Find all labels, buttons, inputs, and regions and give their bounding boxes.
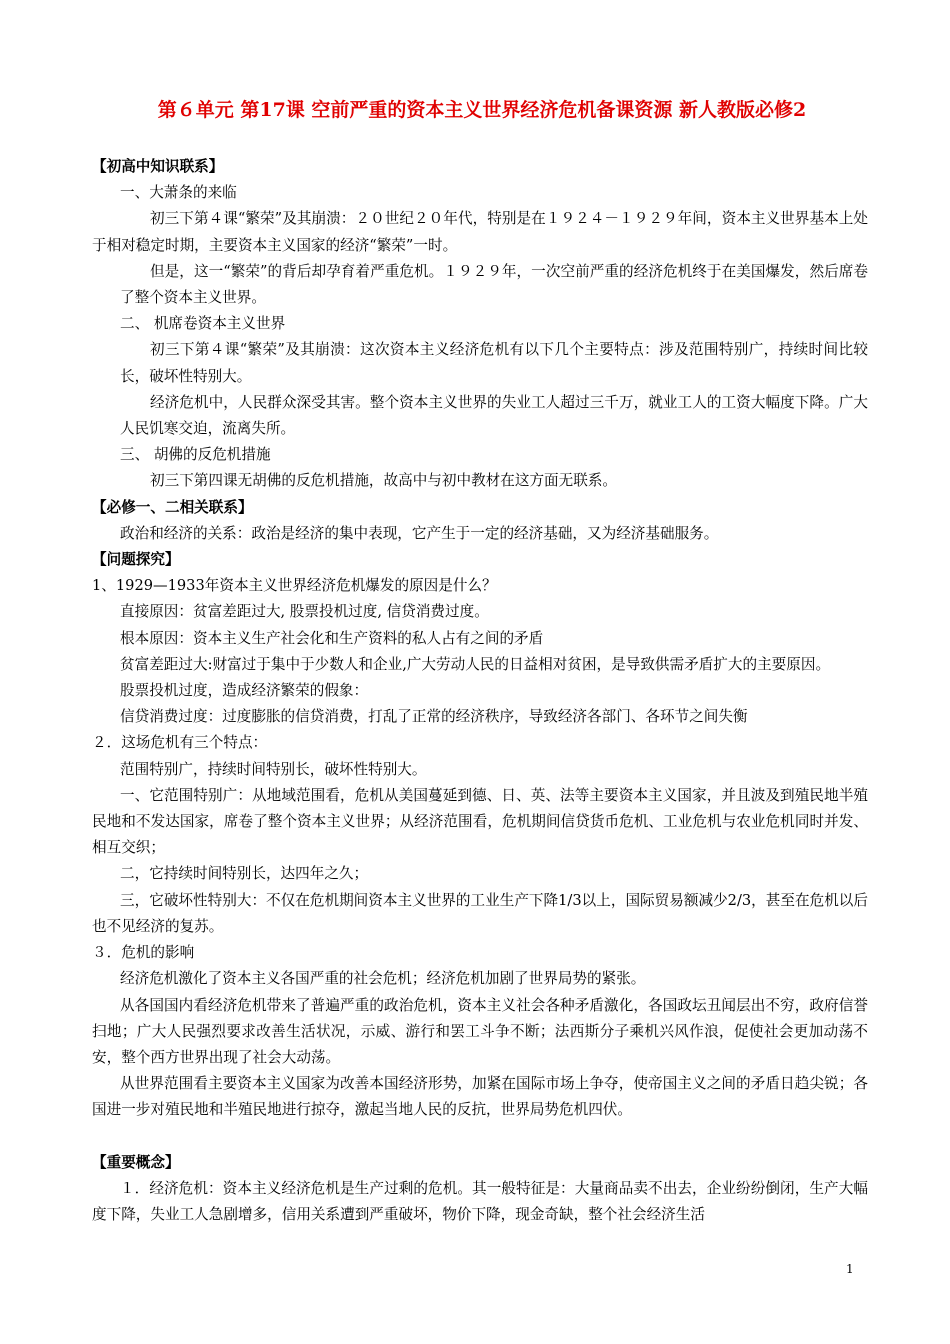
paragraph: 根本原因：资本主义生产社会化和生产资料的私人占有之间的矛盾: [120, 629, 544, 647]
paragraph: 初三下第四课无胡佛的反危机措施，故高中与初中教材在这方面无联系。: [150, 472, 618, 490]
paragraph: 从世界范围看主要资本主义国家为改善本国经济形势，加紧在国际市场上争夺，使帝国主义之间的矛盾日趋尖锐；各国进一步对殖民地和半殖民地进行掠夺，激起当地人民的反抗，世界局势危机四伏。: [92, 1075, 868, 1119]
question: 1、1929—1933年资本主义世界经济危机爆发的原因是什么？: [92, 577, 497, 595]
section-heading: 【必修一、二相关联系】: [92, 498, 253, 516]
question: ３．危机的影响: [92, 944, 195, 962]
paragraph: 从各国国内看经济危机带来了普遍严重的政治危机，资本主义社会各种矛盾激化，各国政坛丑闻层出不穷，政府信誉扫地；广大人民强烈要求改善生活状况，示威、游行和罢工斗争不断；法西斯分子乘机兴风作浪，促使社会更加动荡不安，整个西方世界出现了社会大动荡。: [92, 996, 868, 1066]
subheading: 二、 机席卷资本主义世界: [120, 315, 286, 333]
paragraph: 三，它破坏性特别大：不仅在危机期间资本主义世界的工业生产下降1/3以上，国际贸易额减少2/3，甚至在危机以后也不见经济的复苏。: [92, 891, 868, 935]
paragraph: 一、它范围特别广：从地域范围看，危机从美国蔓延到德、日、英、法等主要资本主义国家，并且波及到殖民地半殖民地和不发达国家，席卷了整个资本主义世界；从经济范围看，危机期间信贷货币危机、工业危机与农业危机同时并发、相互交织；: [92, 786, 868, 857]
paragraph: 股票投机过度，造成经济繁荣的假象：: [120, 682, 369, 700]
page-title: 第６单元 第17课 空前严重的资本主义世界经济危机备课资源 新人教版必修2: [157, 99, 807, 121]
paragraph: 经济危机激化了资本主义各国严重的社会危机；经济危机加剧了世界局势的紧张。: [120, 970, 646, 988]
paragraph: 信贷消费过度：过度膨胀的信贷消费，打乱了正常的经济秩序，导致经济各部门、各环节之间失衡: [120, 708, 748, 726]
paragraph: 二，它持续时间特别长，达四年之久；: [120, 865, 369, 883]
section-heading: 【问题探究】: [92, 551, 180, 569]
spacer: [92, 1124, 868, 1150]
document-body: [92, 154, 868, 1228]
paragraph: 初三下第４课“繁荣”及其崩溃：２０世纪２０年代，特别是在１９２４－１９２９年间，资本主义世界基本上处于相对稳定时期，主要资本主义国家的经济“繁荣”一时。: [92, 210, 868, 254]
paragraph: 但是，这一“繁荣”的背后却孕育着严重危机。１９２９年，一次空前严重的经济危机终于在美国爆发，然后席卷了整个资本主义世界。: [120, 262, 868, 307]
section-heading: 【重要概念】: [92, 1153, 180, 1171]
paragraph: 经济危机中，人民群众深受其害。整个资本主义世界的失业工人超过三千万，就业工人的工资大幅度下降。广大人民饥寒交迫，流离失所。: [120, 393, 868, 438]
subheading: 三、 胡佛的反危机措施: [120, 446, 271, 464]
paragraph: １．经济危机：资本主义经济危机是生产过剩的危机。其一般特征是：大量商品卖不出去，企业纷纷倒闭，生产大幅度下降，失业工人急剧增多，信用关系遭到严重破坏，物价下降，现金奇缺，整个社会经济生活: [92, 1179, 868, 1223]
page-number: 1: [846, 1262, 854, 1276]
paragraph: 范围特别广，持续时间特别长，破坏性特别大。: [120, 760, 427, 778]
paragraph: 贫富差距过大:财富过于集中于少数人和企业,广大劳动人民的日益相对贫困，是导致供需矛盾扩大的主要原因。: [120, 655, 831, 673]
paragraph: 直接原因：贫富差距过大, 股票投机过度, 信贷消费过度。: [120, 603, 489, 621]
question: ２．这场危机有三个特点：: [92, 734, 268, 752]
subheading: 一、大萧条的来临: [120, 184, 237, 202]
paragraph: 政治和经济的关系：政治是经济的集中表现，它产生于一定的经济基础，又为经济基础服务。: [120, 524, 719, 542]
paragraph: 初三下第４课“繁荣”及其崩溃：这次资本主义经济危机有以下几个主要特点：涉及范围特别广，持续时间比较长，破坏性特别大。: [120, 341, 868, 385]
section-heading: 【初高中知识联系】: [92, 158, 224, 175]
